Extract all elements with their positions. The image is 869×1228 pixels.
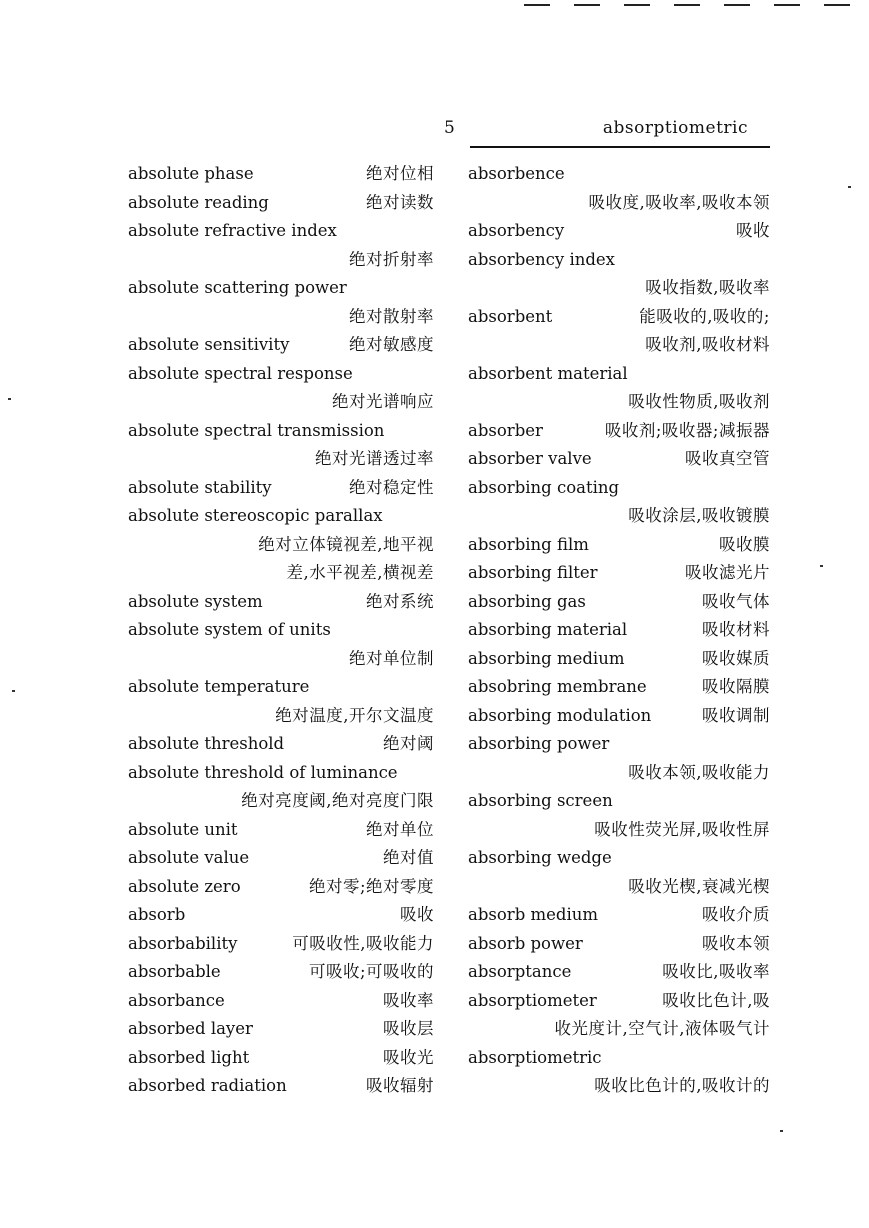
dictionary-line bbox=[128, 844, 434, 873]
dictionary-line bbox=[468, 730, 770, 759]
dictionary-line bbox=[468, 331, 770, 360]
definition: 吸收调制 bbox=[702, 705, 770, 725]
headword: absorbency bbox=[468, 221, 565, 240]
headword: absorb medium bbox=[468, 905, 599, 924]
dictionary-line bbox=[468, 930, 770, 959]
definition: 吸收涂层,吸收镀膜 bbox=[628, 506, 770, 525]
dictionary-line bbox=[128, 217, 434, 246]
dictionary-line bbox=[128, 331, 434, 360]
dictionary-line bbox=[468, 787, 770, 816]
definition: 绝对亮度阈,绝对亮度门限 bbox=[241, 791, 434, 810]
left-column bbox=[128, 160, 434, 1101]
definition: 吸收层 bbox=[383, 1019, 434, 1038]
definition: 吸收度,吸收率,吸收本领 bbox=[588, 192, 770, 212]
headword: absorbing material bbox=[468, 620, 628, 639]
dictionary-line bbox=[468, 673, 770, 702]
headword: absorbing gas bbox=[468, 591, 586, 611]
dictionary-line bbox=[468, 759, 770, 788]
dictionary-line bbox=[128, 1044, 434, 1073]
headword: absorbing wedge bbox=[468, 848, 612, 867]
dictionary-line bbox=[128, 616, 434, 645]
dictionary-line bbox=[468, 873, 770, 902]
definition: 绝对立体镜视差,地平视 bbox=[258, 534, 434, 554]
header-rule bbox=[470, 146, 770, 148]
definition: 绝对温度,开尔文温度 bbox=[275, 705, 434, 725]
dictionary-line bbox=[468, 189, 770, 218]
dictionary-line bbox=[468, 274, 770, 303]
dictionary-line bbox=[128, 274, 434, 303]
headword: absorbed light bbox=[128, 1047, 250, 1067]
headword: absorbing screen bbox=[468, 791, 613, 810]
definition: 绝对散射率 bbox=[349, 306, 434, 326]
definition: 吸收剂;吸收器;减振器 bbox=[604, 420, 770, 440]
headword: absorbing medium bbox=[468, 648, 625, 668]
headword: absolute stereoscopic parallax bbox=[128, 506, 383, 525]
running-head: absorptiometric bbox=[602, 118, 748, 138]
dictionary-line bbox=[128, 189, 434, 218]
headword: absorbability bbox=[128, 933, 238, 953]
dictionary-line bbox=[128, 645, 434, 674]
definition: 绝对阈 bbox=[383, 734, 434, 753]
dictionary-line bbox=[468, 844, 770, 873]
headword: absolute refractive index bbox=[128, 221, 337, 240]
dictionary-line bbox=[468, 1015, 770, 1044]
definition: 吸收剂,吸收材料 bbox=[645, 335, 770, 354]
headword: absorbency index bbox=[468, 249, 615, 269]
dictionary-line bbox=[468, 958, 770, 987]
headword: absorbing power bbox=[468, 734, 610, 753]
dictionary-line bbox=[128, 958, 434, 987]
definition: 绝对系统 bbox=[366, 591, 434, 611]
dictionary-line bbox=[468, 160, 770, 189]
headword: absolute unit bbox=[128, 819, 238, 839]
dictionary-line bbox=[128, 816, 434, 845]
dictionary-line bbox=[128, 930, 434, 959]
definition: 绝对零;绝对零度 bbox=[308, 876, 434, 896]
definition: 收光度计,空气计,液体吸气计 bbox=[554, 1019, 770, 1038]
headword: absorbence bbox=[468, 164, 565, 183]
dictionary-line bbox=[128, 474, 434, 503]
right-column bbox=[468, 160, 770, 1101]
dictionary-line bbox=[468, 616, 770, 645]
headword: absorb bbox=[128, 905, 186, 924]
definition: 吸收指数,吸收率 bbox=[645, 278, 770, 297]
definition: 绝对敏感度 bbox=[349, 335, 434, 354]
headword: absobring membrane bbox=[468, 677, 647, 696]
headword: absolute phase bbox=[128, 164, 254, 183]
dictionary-line bbox=[468, 559, 770, 588]
headword: absolute reading bbox=[128, 192, 269, 212]
headword: absorbent bbox=[468, 306, 553, 326]
dictionary-line bbox=[468, 1072, 770, 1101]
scan-speck bbox=[820, 565, 823, 567]
definition: 吸收比色计的,吸收计的 bbox=[594, 1076, 770, 1095]
headword: absorbing filter bbox=[468, 563, 598, 582]
scan-speck bbox=[848, 186, 851, 188]
dictionary-line bbox=[128, 702, 434, 731]
definition: 吸收性荧光屏,吸收性屏 bbox=[594, 819, 770, 839]
dictionary-line bbox=[128, 787, 434, 816]
dictionary-line bbox=[468, 474, 770, 503]
headword: absorb power bbox=[468, 933, 583, 953]
scan-speck bbox=[8, 398, 11, 400]
headword: absorbed layer bbox=[128, 1019, 253, 1038]
dictionary-line bbox=[128, 1072, 434, 1101]
definition: 吸收光楔,衰减光楔 bbox=[628, 876, 770, 896]
headword: absolute temperature bbox=[128, 677, 310, 696]
dictionary-line bbox=[128, 388, 434, 417]
dictionary-line bbox=[128, 160, 434, 189]
definition: 吸收隔膜 bbox=[702, 677, 770, 696]
definition: 可吸收性,吸收能力 bbox=[292, 933, 434, 953]
definition: 绝对光谱透过率 bbox=[315, 449, 434, 468]
dictionary-line bbox=[468, 987, 770, 1016]
dictionary-line bbox=[128, 559, 434, 588]
headword: absorbed radiation bbox=[128, 1076, 287, 1095]
dictionary-line bbox=[468, 360, 770, 389]
definition: 绝对值 bbox=[383, 848, 434, 867]
dictionary-line bbox=[468, 217, 770, 246]
headword: absorptance bbox=[468, 962, 572, 981]
headword: absolute system bbox=[128, 591, 263, 611]
headword: absolute value bbox=[128, 848, 250, 867]
dictionary-line bbox=[128, 445, 434, 474]
definition: 吸收辐射 bbox=[366, 1076, 434, 1095]
headword: absolute threshold bbox=[128, 734, 285, 753]
dictionary-line bbox=[468, 417, 770, 446]
dictionary-line bbox=[128, 303, 434, 332]
definition: 绝对位相 bbox=[366, 164, 434, 183]
dictionary-line bbox=[468, 303, 770, 332]
dictionary-line bbox=[128, 502, 434, 531]
headword: absorber valve bbox=[468, 449, 592, 468]
definition: 吸收比色计,吸 bbox=[662, 990, 770, 1010]
definition: 吸收 bbox=[400, 905, 434, 924]
definition: 绝对稳定性 bbox=[349, 477, 434, 497]
definition: 吸收率 bbox=[383, 990, 434, 1010]
dictionary-line bbox=[468, 645, 770, 674]
headword: absolute sensitivity bbox=[128, 335, 290, 354]
scan-edge-marks bbox=[520, 4, 869, 8]
dictionary-line bbox=[468, 388, 770, 417]
dictionary-line bbox=[468, 502, 770, 531]
definition: 吸收真空管 bbox=[685, 449, 770, 468]
definition: 绝对折射率 bbox=[349, 249, 434, 269]
definition: 绝对单位 bbox=[366, 819, 434, 839]
scan-speck bbox=[12, 690, 15, 692]
dictionary-line bbox=[468, 531, 770, 560]
dictionary-line bbox=[128, 246, 434, 275]
headword: absolute stability bbox=[128, 477, 272, 497]
definition: 吸收光 bbox=[383, 1047, 434, 1067]
headword: absorbance bbox=[128, 990, 225, 1010]
dictionary-line bbox=[468, 588, 770, 617]
dictionary-line bbox=[128, 673, 434, 702]
headword: absorber bbox=[468, 420, 543, 440]
definition: 吸收膜 bbox=[719, 534, 770, 554]
definition: 吸收滤光片 bbox=[685, 563, 770, 582]
headword: absorbing film bbox=[468, 534, 589, 554]
definition: 吸收比,吸收率 bbox=[662, 962, 770, 981]
scan-speck bbox=[780, 1130, 783, 1132]
definition: 绝对读数 bbox=[366, 192, 434, 212]
dictionary-line bbox=[128, 360, 434, 389]
dictionary-line bbox=[128, 588, 434, 617]
definition: 吸收本领 bbox=[702, 933, 770, 953]
headword: absolute spectral response bbox=[128, 363, 353, 383]
headword: absorptiometer bbox=[468, 990, 597, 1010]
dictionary-line bbox=[128, 901, 434, 930]
headword: absolute zero bbox=[128, 876, 241, 896]
dictionary-line bbox=[128, 987, 434, 1016]
definition: 可吸收;可吸收的 bbox=[308, 962, 434, 981]
headword: absolute system of units bbox=[128, 620, 331, 639]
definition: 绝对单位制 bbox=[349, 648, 434, 668]
definition: 绝对光谱响应 bbox=[332, 392, 434, 411]
definition: 吸收气体 bbox=[702, 591, 770, 611]
headword: absorbing coating bbox=[468, 477, 620, 497]
definition: 吸收媒质 bbox=[702, 648, 770, 668]
definition: 差,水平视差,横视差 bbox=[286, 563, 434, 582]
definition: 吸收介质 bbox=[702, 905, 770, 924]
headword: absorbable bbox=[128, 962, 221, 981]
headword: absolute threshold of luminance bbox=[128, 762, 398, 782]
headword: absorbent material bbox=[468, 363, 628, 383]
definition: 吸收 bbox=[736, 221, 770, 240]
page-header bbox=[128, 118, 770, 148]
dictionary-line bbox=[128, 1015, 434, 1044]
dictionary-line bbox=[468, 901, 770, 930]
headword: absolute spectral transmission bbox=[128, 420, 385, 440]
definition: 吸收本领,吸收能力 bbox=[628, 762, 770, 782]
dictionary-line bbox=[128, 873, 434, 902]
dictionary-line bbox=[128, 417, 434, 446]
dictionary-line bbox=[468, 702, 770, 731]
definition: 吸收性物质,吸收剂 bbox=[628, 392, 770, 411]
definition: 吸收材料 bbox=[702, 620, 770, 639]
dictionary-line bbox=[128, 730, 434, 759]
headword: absolute scattering power bbox=[128, 278, 347, 297]
dictionary-line bbox=[468, 445, 770, 474]
dictionary-line bbox=[468, 246, 770, 275]
dictionary-line bbox=[468, 1044, 770, 1073]
headword: absorptiometric bbox=[468, 1047, 602, 1067]
dictionary-line bbox=[128, 759, 434, 788]
dictionary-line bbox=[128, 531, 434, 560]
page-number: 5 bbox=[444, 118, 455, 138]
dictionary-line bbox=[468, 816, 770, 845]
headword: absorbing modulation bbox=[468, 705, 652, 725]
definition: 能吸收的,吸收的; bbox=[639, 306, 770, 326]
